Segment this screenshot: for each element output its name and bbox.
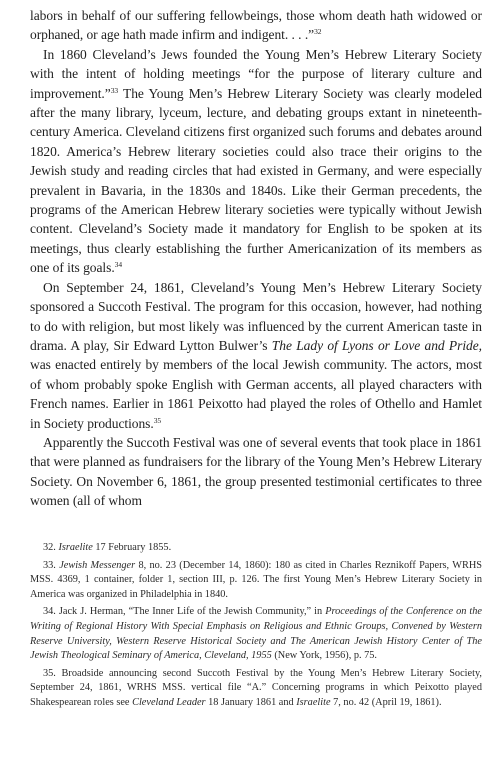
text-run: 35. Broadside announcing second Succoth Festival by the Young Men’s Hebrew Literary Society, September 24, 1861, WRHS MSS. vertical file “A.” Concerning programs in which Peixotto played Shakespearean roles see: [30, 667, 482, 708]
paragraph: [30, 6, 482, 45]
footnote-marker: 32: [314, 27, 322, 37]
footnote: [30, 667, 482, 711]
text-run: Apparently the Succoth Festival was one of several events that took place in 1861 that were planned as fundraisers for the library of the Young Men’s Hebrew Literary Society. On November 6, 1861, the group presented testimonial certificates to three women (all of whom: [30, 434, 482, 509]
text-run: 7, no. 42 (April 19, 1861).: [330, 696, 442, 708]
italic-text: Israelite: [58, 542, 93, 553]
italic-text: The Lady of Lyons or Love and Pride,: [271, 337, 483, 353]
text-run: On September 24, 1861, Cleveland’s Young Men’s Hebrew Literary Society sponsored a Succoth Festival. The program for this occasion, however, had nothing to do with religion, but most likely was influenced by the current American taste in drama. A play, Sir Edward Lytton Bulwer’s: [30, 279, 482, 353]
text-run: The Young Men’s Hebrew Literary Society was clearly modeled after the many library, lyceum, lecture, and debating groups extant in nineteenth-century America. Cleveland citizens first organized such forums and debates around 1820. America’s Hebrew literary societies could also trace their origins to the Jewish study and reading circles that had existed in Germany, and were especially prevalent in Bavaria, in the 1830s and 1840s. Like their German precedents, the programs of the American Hebrew literary societies were typically without Jewish content. Cleveland’s Society made it mandatory for English to be spoken at its meetings, thus clearly establishing the further Americanization of its members as one of its goals.: [30, 85, 482, 276]
text-run: was enacted entirely by members of the local Jewish community. The actors, most of whom probably spoke English with German accents, all played characters with French names. Earlier in 1861 Peixotto had played the roles of Othello and Hamlet in Society productions.: [30, 357, 482, 431]
italic-text: Cleveland Leader: [132, 696, 206, 708]
footnote: [30, 605, 482, 663]
footnote: [30, 559, 482, 603]
paragraph: [30, 433, 482, 511]
footnote: [30, 541, 482, 556]
paragraph: [30, 278, 482, 433]
text-run: 32.: [43, 542, 59, 553]
paragraph: [30, 45, 482, 278]
text-run: 18 January 1861 and: [205, 696, 297, 708]
text-run: 34. Jack J. Herman, “The Inner Life of the Jewish Community,” in: [43, 606, 326, 618]
footnote-marker: 33: [110, 85, 119, 95]
text-run: 17 February 1855.: [92, 542, 172, 553]
body-text: [30, 6, 482, 511]
text-run: In 1860 Cleveland’s Jews founded the Young Men’s Hebrew Literary Society with the intent of holding meetings “for the purpose of literary culture and improvement.”: [30, 46, 482, 101]
italic-text: Jewish Messenger: [59, 559, 136, 571]
footnote-marker: 35: [153, 415, 162, 425]
text-run: 8, no. 23 (December 14, 1860): 180 as cited in Charles Reznikoff Papers, WRHS MSS. 4369, 1 container, folder 1, section III, p. 126. The first Young Men’s Hebrew Literary Society in America was organized in Philadelphia in 1840.: [30, 559, 482, 600]
text-run: labors in behalf of our suffering fellowbeings, those whom death hath widowed or orphaned, or age hath made infirm and indigent. . . .”: [30, 8, 482, 43]
footnotes: [30, 541, 482, 714]
footnote-marker: 34: [114, 260, 123, 270]
text-run: 33.: [43, 559, 60, 571]
italic-text: Proceedings of the Conference on the Writing of Regional History With Special Emphasis on Religious and Ethnic Groups, Convened by Western Reserve University, Western Reserve Historical Society and The American Jewish History Center of The Jewish Theological Seminary of America, Cleveland, 1955: [30, 606, 482, 662]
italic-text: Israelite: [296, 696, 331, 708]
text-run: (New York, 1956), p. 75.: [271, 650, 378, 662]
